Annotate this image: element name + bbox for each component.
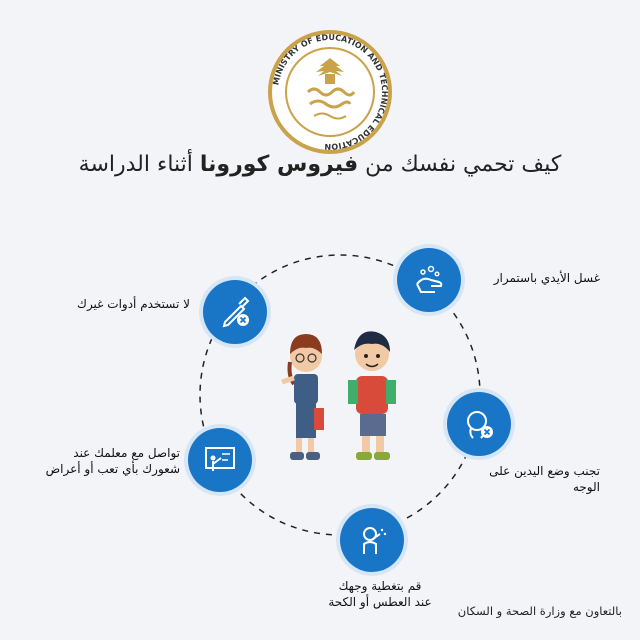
no-sharing-node [203, 280, 267, 344]
footer-credit: بالتعاون مع وزارة الصحة و السكان [457, 604, 622, 618]
kids-illustration [268, 318, 408, 468]
tip-no-sharing: لا تستخدم أدوات غيرك [77, 297, 190, 311]
tip-tell-teacher-line1: تواصل مع معلمك عند [73, 446, 180, 460]
tip-hand-wash: غسل الأيدي باستمرار [493, 271, 600, 285]
tip-cover-face-line1: قم بتغطية وجهك [338, 579, 422, 593]
tip-tell-teacher [40, 445, 180, 477]
hand-wash-node [397, 248, 461, 312]
tip-tell-teacher-line2: شعورك بأي تعب أو أعراض [45, 462, 180, 477]
teacher-board-icon [200, 440, 240, 480]
tip-no-face-touch: تجنب وضع اليدين على الوجه [489, 464, 600, 495]
no-face-touch-node [447, 392, 511, 456]
no-sharing-pen-icon [215, 292, 255, 332]
cover-face-node [340, 508, 404, 572]
title-after: أثناء الدراسة [78, 152, 200, 177]
title-emphasis: فيروس كورونا [199, 152, 359, 177]
sneeze-cover-icon [352, 520, 392, 560]
boy-figure [348, 331, 396, 460]
ministry-logo [268, 30, 392, 154]
page-title [0, 152, 640, 177]
hand-wash-icon [409, 260, 449, 300]
no-face-touch-icon [459, 404, 499, 444]
svg-text:MINISTRY OF EDUCATION AND TECH: MINISTRY OF EDUCATION AND TECHNICAL EDUCATION [271, 32, 390, 152]
tell-teacher-node [188, 428, 252, 492]
tip-cover-face-line2: عند العطس أو الكحة [328, 595, 432, 610]
title-before: كيف تحمي نفسك من [358, 152, 562, 177]
girl-figure [282, 334, 324, 460]
